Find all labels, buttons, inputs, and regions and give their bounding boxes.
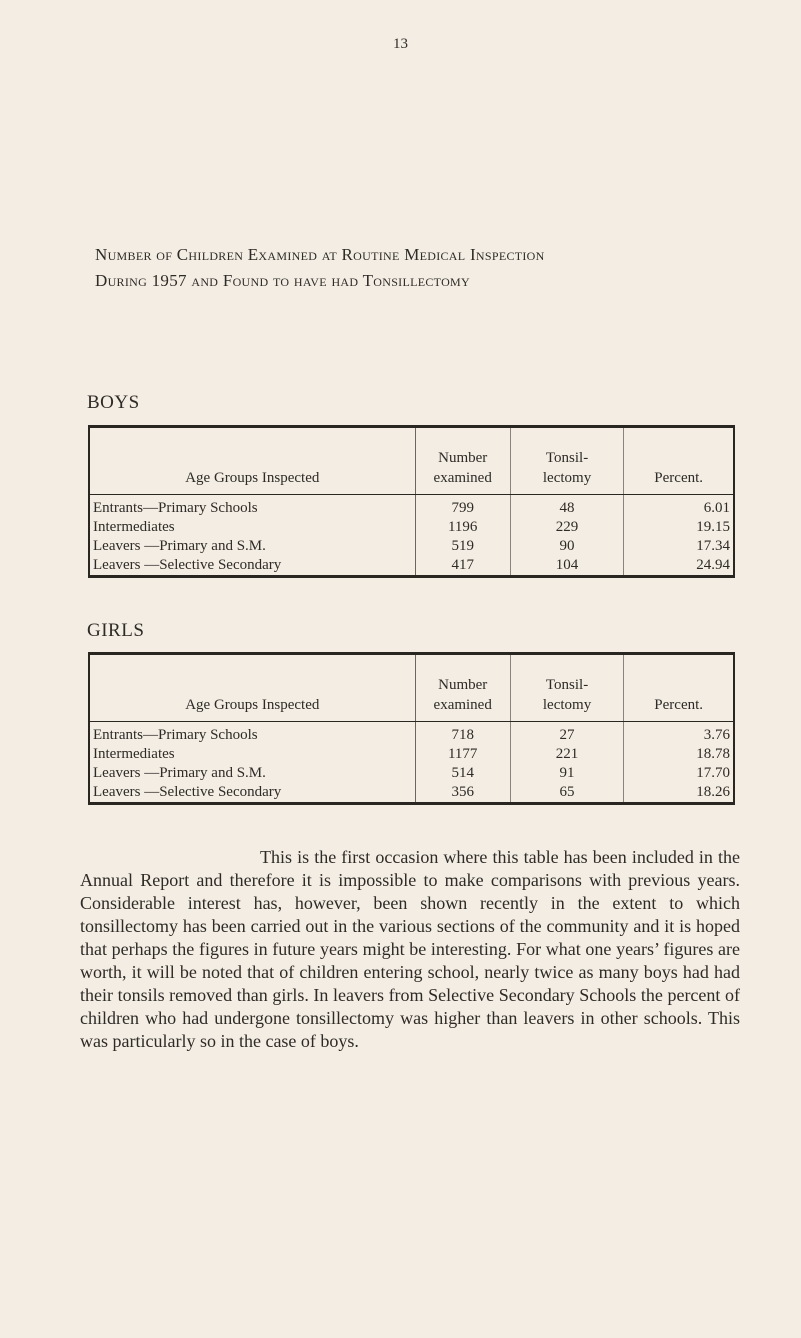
cell-percent: 18.78 <box>624 745 734 764</box>
cell-number: 1196 <box>415 518 510 537</box>
page-title <box>95 242 755 294</box>
title-line-2: During 1957 and Found to have had Tonsillectomy <box>95 271 470 290</box>
header-number-line2: examined <box>433 697 492 713</box>
girls-header-row <box>89 654 734 722</box>
table-row <box>89 745 734 764</box>
cell-number: 514 <box>415 764 510 783</box>
header-age-groups: Age Groups Inspected <box>89 654 415 722</box>
title-line-1: Number of Children Examined at Routine Medical Inspection <box>95 245 545 264</box>
header-tonsil-line1: Tonsil- <box>545 450 589 466</box>
girls-table <box>88 652 735 805</box>
cell-tonsillectomy: 229 <box>510 518 624 537</box>
cell-number: 417 <box>415 556 510 577</box>
cell-percent: 17.34 <box>624 537 734 556</box>
header-number-examined <box>415 427 510 495</box>
cell-percent: 19.15 <box>624 518 734 537</box>
cell-number: 1177 <box>415 745 510 764</box>
cell-tonsillectomy: 221 <box>510 745 624 764</box>
header-tonsillectomy <box>510 654 624 722</box>
cell-percent: 6.01 <box>624 495 734 519</box>
table-row <box>89 722 734 746</box>
header-number-examined <box>415 654 510 722</box>
cell-age-group: Leavers —Selective Secondary <box>93 557 282 573</box>
header-percent: Percent. <box>624 427 734 495</box>
table-row <box>89 518 734 537</box>
boys-table <box>88 425 735 578</box>
boys-section-label: BOYS <box>87 392 140 413</box>
girls-section-label: GIRLS <box>87 620 145 641</box>
cell-tonsillectomy: 104 <box>510 556 624 577</box>
cell-tonsillectomy: 91 <box>510 764 624 783</box>
table-row <box>89 537 734 556</box>
cell-tonsillectomy: 90 <box>510 537 624 556</box>
header-percent: Percent. <box>624 654 734 722</box>
cell-age-group: Leavers —Primary and S.M. <box>93 765 266 781</box>
cell-age-group: Entrants—Primary Schools <box>93 500 258 516</box>
header-number-line2: examined <box>433 470 492 486</box>
header-tonsil-line2: lectomy <box>542 697 592 713</box>
table-row <box>89 783 734 804</box>
header-number-line1: Number <box>438 450 488 466</box>
cell-percent: 24.94 <box>624 556 734 577</box>
cell-age-group: Intermediates <box>93 746 175 762</box>
cell-tonsillectomy: 27 <box>510 722 624 746</box>
cell-number: 718 <box>415 722 510 746</box>
header-number-line1: Number <box>438 677 488 693</box>
cell-age-group: Entrants—Primary Schools <box>93 727 258 743</box>
header-tonsil-line1: Tonsil- <box>545 677 589 693</box>
cell-tonsillectomy: 48 <box>510 495 624 519</box>
page-number: 13 <box>393 36 408 52</box>
cell-percent: 3.76 <box>624 722 734 746</box>
header-tonsillectomy <box>510 427 624 495</box>
header-tonsil-line2: lectomy <box>542 470 592 486</box>
cell-percent: 18.26 <box>624 783 734 804</box>
cell-number: 356 <box>415 783 510 804</box>
cell-age-group: Intermediates <box>93 519 175 535</box>
body-paragraph: This is the first occasion where this table has been included in the Annual Report and therefore it is impossible to make comparisons with previous years. Considerable interest has, however, been shown recently in the extent to which tonsillectomy has been carried out in the various sections of the community and it is hoped that perhaps the figures in future years might be interesting. For what one years’ figures are worth, it will be noted that of children entering school, nearly twice as many boys had had their tonsils removed than girls. In leavers from Selective Secondary Schools the percent of children who had undergone tonsillectomy was higher than leavers in other schools. This was particularly so in the case of boys. <box>80 847 740 1051</box>
table-row <box>89 764 734 783</box>
cell-tonsillectomy: 65 <box>510 783 624 804</box>
cell-age-group: Leavers —Selective Secondary <box>93 784 282 800</box>
table-row <box>89 495 734 519</box>
cell-age-group: Leavers —Primary and S.M. <box>93 538 266 554</box>
table-row <box>89 556 734 577</box>
cell-number: 519 <box>415 537 510 556</box>
boys-header-row <box>89 427 734 495</box>
header-age-groups: Age Groups Inspected <box>89 427 415 495</box>
cell-percent: 17.70 <box>624 764 734 783</box>
cell-number: 799 <box>415 495 510 519</box>
